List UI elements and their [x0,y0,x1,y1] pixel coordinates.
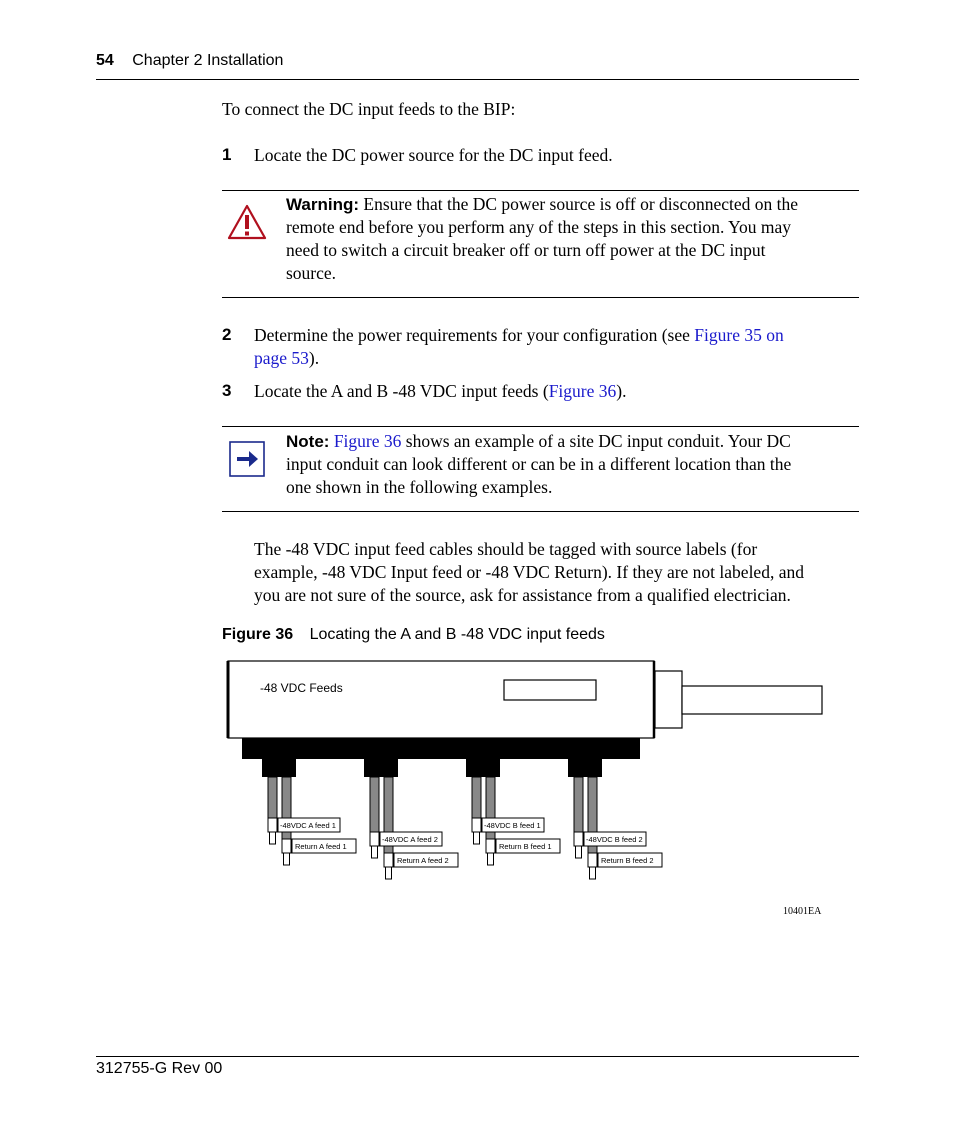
warning-label: Warning: [286,195,360,214]
footer-doc-id: 312755-G Rev 00 [96,1060,223,1077]
connector-block [466,759,500,777]
return-cable-lug [588,853,597,867]
feed-cable-tip [270,832,276,844]
page-number: 54 [96,52,114,69]
return-cable-lug [282,839,291,853]
return-cable-tip [590,867,596,879]
feed-cable-lug [574,832,583,846]
return-tag-label: Return A feed 2 [397,856,449,865]
feed-cable-tip [372,846,378,858]
feed-tag-label: -48VDC B feed 1 [484,821,541,830]
feed-cable-lug [472,818,481,832]
conduit-pipe [682,686,822,714]
feed-tag-label: -48VDC A feed 2 [382,835,438,844]
feed-cable [268,777,277,818]
return-cable-tip [284,853,290,865]
step-1-number: 1 [222,145,232,164]
note-text: Note: Figure 36 shows an example of a site DC input conduit. Your DC input conduit can look different or can be in a different location than the one shown in the following examples. [286,431,792,497]
return-tag-label: Return B feed 1 [499,842,552,851]
step-3-number: 3 [222,381,232,400]
conduit-label-plate [504,680,596,700]
step-2-number: 2 [222,325,232,344]
step-3-text: Locate the A and B -48 VDC input feeds (Figure 36). [254,381,627,401]
chapter-title: Chapter 2 Installation [132,52,284,69]
conduit-side-collar [655,671,682,728]
footer-rule [96,1056,859,1057]
return-tag-label: Return A feed 1 [295,842,347,851]
feed-cable [370,777,379,832]
figure-title: Locating the A and B -48 VDC input feeds [309,626,605,643]
connector-block [568,759,602,777]
step-2-text: Determine the power requirements for your configuration (see Figure 35 on page 53). [254,325,784,368]
return-tag-label: Return B feed 2 [601,856,654,865]
connector-block [364,759,398,777]
warning-text: Warning: Ensure that the DC power source is off or disconnected on the remote end before you perform any of the steps in this section. You may need to switch a circuit breaker off or turn off power at the DC input source. [286,194,799,283]
note-figure-36-link[interactable]: Figure 36 [333,431,402,451]
figure-36-link[interactable]: Figure 36 [548,381,617,401]
intro-text: To connect the DC input feeds to the BIP: [222,99,516,119]
figure-35-link[interactable]: Figure 35 on [694,325,784,345]
feed-tag-label: -48VDC A feed 1 [280,821,336,830]
return-cable-tip [386,867,392,879]
connector-block [262,759,296,777]
feed-cable-lug [370,832,379,846]
feed-cable-tip [474,832,480,844]
terminal-bar [242,738,640,759]
body-paragraph: The -48 VDC input feed cables should be tagged with source labels (for example, -48 VDC Input feed or -48 VDC Return). If they are not labeled, and you are not sure of the source, ask for assistance from a qualified electrician. [254,539,804,605]
return-cable-lug [384,853,393,867]
return-cable-lug [486,839,495,853]
feed-cable [574,777,583,832]
feed-tag-label: -48VDC B feed 2 [586,835,643,844]
conduit-label: -48 VDC Feeds [260,681,343,695]
feed-cable-lug [268,818,277,832]
return-cable-tip [488,853,494,865]
figure-number: Figure 36 [222,626,294,643]
page-53-link[interactable]: page 53 [254,348,309,368]
figure-id: 10401EA [783,906,822,917]
feed-cable-tip [576,846,582,858]
feed-cable [472,777,481,818]
note-label: Note: [286,432,330,451]
step-1-text: Locate the DC power source for the DC input feed. [254,145,613,165]
